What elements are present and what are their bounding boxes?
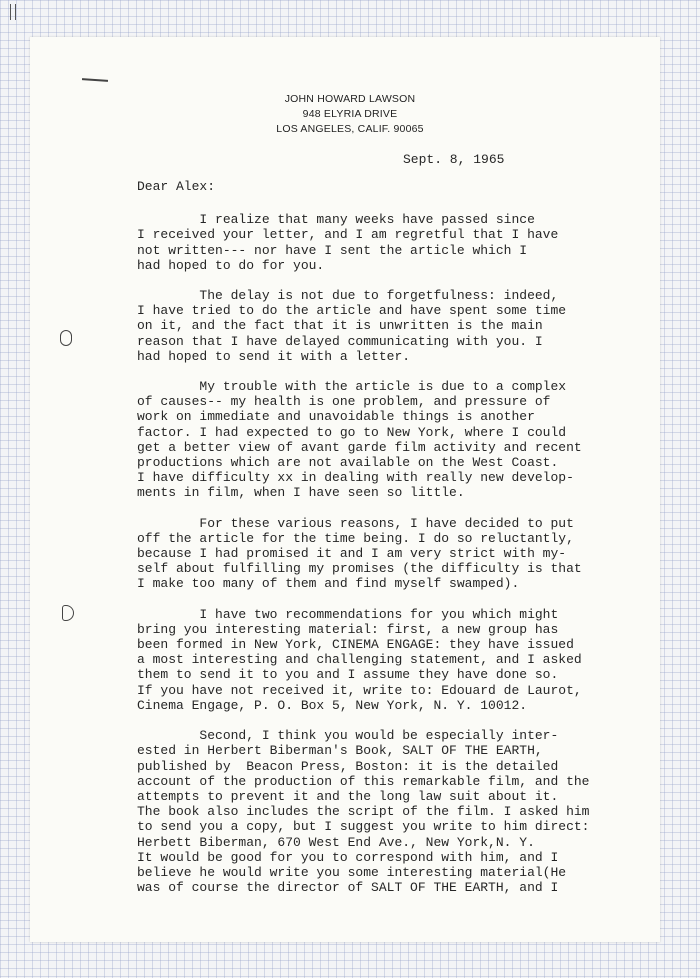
typed-line: Cinema Engage, P. O. Box 5, New York, N. Y. 10012. [137, 697, 528, 713]
typed-line: ested in Herbert Biberman's Book, SALT OF THE EARTH, [137, 743, 543, 759]
typed-line: because I had promised it and I am very strict with my- [137, 546, 567, 562]
letterhead-street: 948 ELYRIA DRIVE [302, 108, 398, 120]
typed-line: The delay is not due to forgetfulness: indeed, [137, 288, 559, 304]
paragraph [137, 379, 657, 501]
letter-page [30, 37, 660, 942]
scan-edge-marks [10, 4, 18, 28]
typed-line: I make too many of them and find myself swamped). [137, 576, 520, 592]
paragraph [137, 212, 657, 273]
typed-line: It would be good for you to correspond with him, and I [137, 849, 559, 865]
typed-line: work on immediate and unavoidable things is another [137, 409, 535, 425]
typed-line: of causes-- my health is one problem, and pressure of [137, 394, 551, 410]
typed-line: self about fulfilling my promises (the difficulty is that [137, 561, 582, 577]
typed-line: I have tried to do the article and have spent some time [137, 303, 567, 319]
typed-line: I received your letter, and I am regretful that I have [137, 227, 559, 243]
letter-date: Sept. 8, 1965 [403, 152, 505, 167]
typed-line: had hoped to do for you. [137, 257, 325, 273]
typed-line: ments in film, when I have seen so little. [137, 485, 465, 501]
typed-line: believe he would write you some interesting material(He [137, 864, 567, 880]
typed-line: to send you a copy, but I suggest you write to him direct: [137, 819, 590, 835]
typed-line: account of the production of this remarkable film, and the [137, 773, 590, 789]
typed-line: The book also includes the script of the film. I asked him [137, 804, 590, 820]
typed-line: If you have not received it, write to: Edouard de Laurot, [137, 682, 582, 698]
letter-body [137, 179, 657, 910]
letterhead-name: JOHN HOWARD LAWSON [284, 93, 416, 105]
typed-line: get a better view of avant garde film activity and recent [137, 439, 582, 455]
paragraph [137, 516, 657, 592]
typed-line: was of course the director of SALT OF THE EARTH, and I [137, 880, 559, 896]
typed-line: them to send it to you and I assume they have done so. [137, 667, 559, 683]
paragraph [137, 728, 657, 895]
typed-line: For these various reasons, I have decided to put [137, 515, 574, 531]
typed-line: bring you interesting material: first, a new group has [137, 621, 559, 637]
typed-line: off the article for the time being. I do so reluctantly, [137, 530, 574, 546]
typed-line: been formed in New York, CINEMA ENGAGE: they have issued [137, 637, 574, 653]
typed-line: I realize that many weeks have passed since [137, 212, 535, 228]
typed-line: My trouble with the article is due to a complex [137, 379, 567, 395]
punch-hole [62, 605, 74, 621]
typed-line: a most interesting and challenging statement, and I asked [137, 652, 582, 668]
typed-line: Second, I think you would be especially inter- [137, 728, 559, 744]
typed-line: productions which are not available on the West Coast. [137, 455, 559, 471]
typed-line: published by Beacon Press, Boston: it is the detailed [137, 758, 559, 774]
punch-hole [60, 330, 72, 346]
typed-line: not written--- nor have I sent the article which I [137, 242, 528, 258]
typed-line: on it, and the fact that it is unwritten is the main [137, 318, 543, 334]
typed-line: I have difficulty xx in dealing with really new develop- [137, 470, 574, 486]
letterhead [240, 92, 460, 137]
typed-line: had hoped to send it with a letter. [137, 348, 411, 364]
letterhead-city: LOS ANGELES, CALIF. 90065 [276, 123, 424, 135]
paragraph [137, 288, 657, 364]
paragraph [137, 607, 657, 713]
typed-line: I have two recommendations for you which might [137, 606, 559, 622]
salutation: Dear Alex: [137, 179, 216, 194]
typed-line: attempts to prevent it and the long law suit about it. [137, 788, 559, 804]
typed-line: factor. I had expected to go to New York, where I could [137, 424, 567, 440]
typed-line: Herbett Biberman, 670 West End Ave., New York,N. Y. [137, 834, 535, 850]
typed-line: reason that I have delayed communicating with you. I [137, 333, 543, 349]
paragraph-list [137, 212, 657, 895]
pencil-mark [82, 78, 108, 82]
